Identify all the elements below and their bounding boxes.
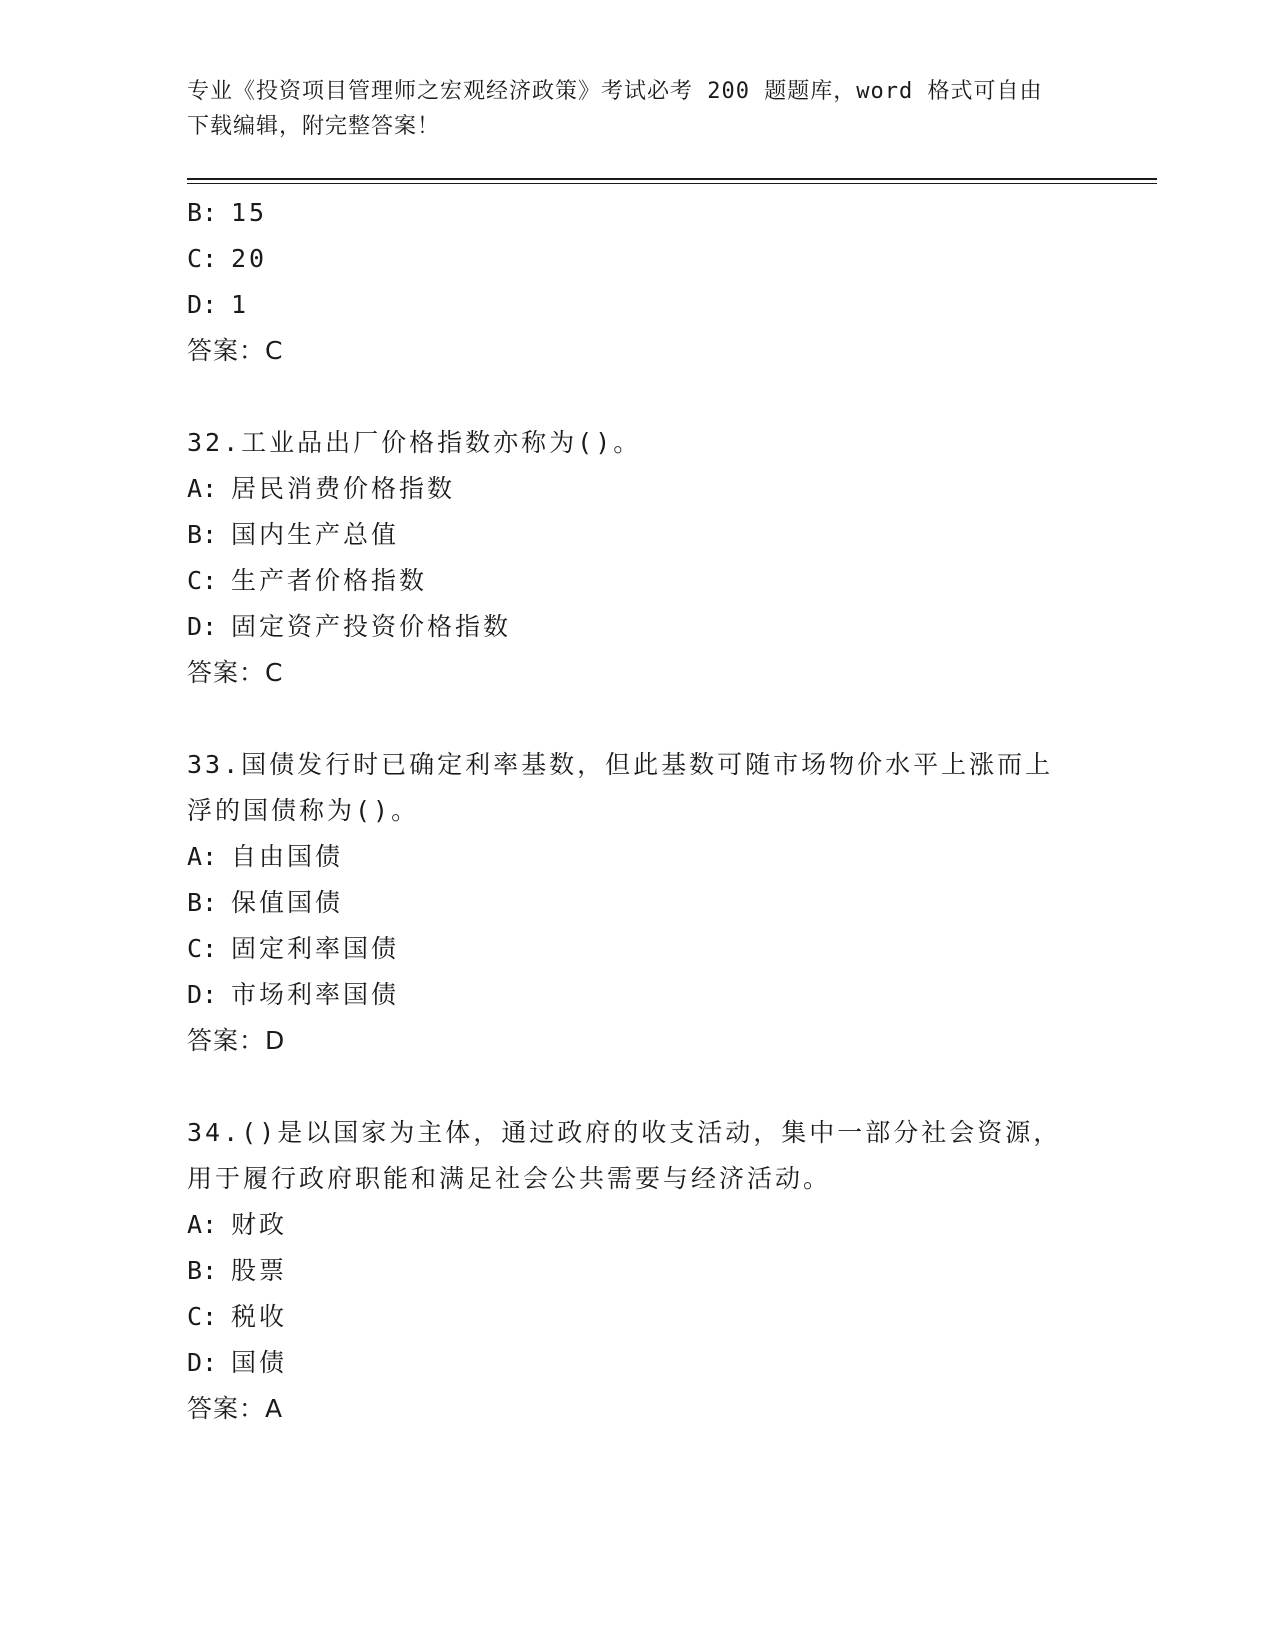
option-key: D: xyxy=(187,290,218,319)
option-key: C: xyxy=(187,934,218,963)
option-key: C: xyxy=(187,244,218,273)
option-row xyxy=(187,1294,1087,1340)
answer-line: 答案：C xyxy=(187,658,284,687)
option-key: A: xyxy=(187,474,218,503)
option-row xyxy=(187,972,1087,1018)
option-key: A: xyxy=(187,1210,218,1239)
answer-line: 答案：C xyxy=(187,336,284,365)
option-row xyxy=(187,236,1087,282)
option-text: 自由国债 xyxy=(231,842,344,871)
question-33 xyxy=(187,742,1087,1064)
option-text: 税收 xyxy=(231,1302,288,1331)
option-row xyxy=(187,604,1087,650)
option-text: 固定资产投资价格指数 xyxy=(231,612,512,641)
option-row xyxy=(187,1248,1087,1294)
option-row xyxy=(187,190,1087,236)
option-key: B: xyxy=(187,520,218,549)
option-text: 财政 xyxy=(231,1210,288,1239)
option-row xyxy=(187,512,1087,558)
option-key: B: xyxy=(187,1256,218,1285)
question-34 xyxy=(187,1110,1087,1432)
option-text: 市场利率国债 xyxy=(231,980,400,1009)
header-line-1: 专业《投资项目管理师之宏观经济政策》考试必考 200 题题库，word 格式可自由 xyxy=(187,79,1043,104)
option-row xyxy=(187,466,1087,512)
option-text: 1 xyxy=(231,290,250,319)
document-header xyxy=(187,74,1087,144)
option-key: D: xyxy=(187,612,218,641)
option-text: 生产者价格指数 xyxy=(231,566,428,595)
option-text: 保值国债 xyxy=(231,888,344,917)
question-text: 34.()是以国家为主体，通过政府的收支活动，集中一部分社会资源， xyxy=(187,1118,1062,1147)
option-row xyxy=(187,926,1087,972)
header-rule-thin xyxy=(187,183,1157,184)
option-text: 国内生产总值 xyxy=(231,520,400,549)
question-text: 32.工业品出厂价格指数亦称为()。 xyxy=(187,428,642,457)
option-key: B: xyxy=(187,198,218,227)
option-row xyxy=(187,558,1087,604)
question-text: 用于履行政府职能和满足社会公共需要与经济活动。 xyxy=(187,1164,832,1193)
spacer xyxy=(187,1064,1087,1110)
header-rule-thick xyxy=(187,178,1157,180)
option-row xyxy=(187,1340,1087,1386)
question-list xyxy=(187,190,1087,1432)
option-row xyxy=(187,834,1087,880)
question-text: 浮的国债称为()。 xyxy=(187,796,420,825)
option-text: 20 xyxy=(231,244,268,273)
option-key: C: xyxy=(187,566,218,595)
question-32 xyxy=(187,420,1087,696)
spacer xyxy=(187,696,1087,742)
spacer xyxy=(187,374,1087,420)
option-row xyxy=(187,282,1087,328)
option-text: 15 xyxy=(231,198,268,227)
option-key: D: xyxy=(187,980,218,1009)
option-key: D: xyxy=(187,1348,218,1377)
answer-line: 答案：A xyxy=(187,1394,284,1423)
answer-line: 答案：D xyxy=(187,1026,286,1055)
option-text: 居民消费价格指数 xyxy=(231,474,456,503)
option-text: 固定利率国债 xyxy=(231,934,400,963)
option-text: 股票 xyxy=(231,1256,288,1285)
previous-question-tail xyxy=(187,190,1087,374)
option-text: 国债 xyxy=(231,1348,288,1377)
option-row xyxy=(187,1202,1087,1248)
option-row xyxy=(187,880,1087,926)
header-line-2: 下载编辑，附完整答案！ xyxy=(187,114,441,139)
option-key: C: xyxy=(187,1302,218,1331)
question-text: 33.国债发行时已确定利率基数，但此基数可随市场物价水平上涨而上 xyxy=(187,750,1054,779)
option-key: B: xyxy=(187,888,218,917)
option-key: A: xyxy=(187,842,218,871)
